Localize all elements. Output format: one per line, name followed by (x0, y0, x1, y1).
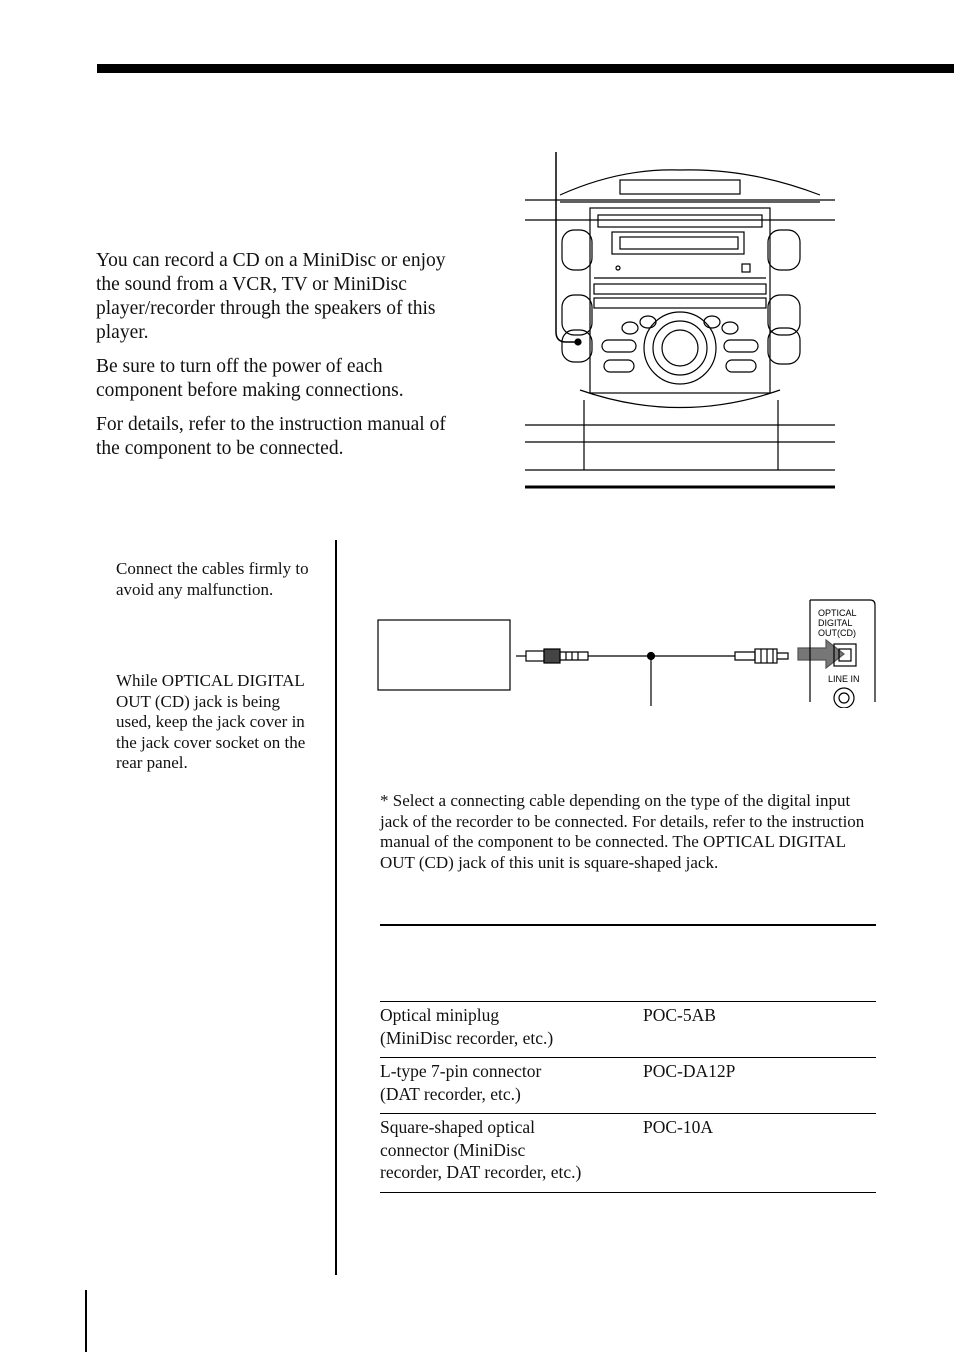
cell-line: Optical miniplug (380, 1005, 500, 1025)
cell-line: L-type 7-pin connector (380, 1061, 542, 1081)
connector-type-cell (380, 1058, 643, 1114)
connector-type-cell (380, 1002, 643, 1058)
side-note: Connect the cables firmly to avoid any malfunction. (116, 559, 309, 599)
table-row (380, 1114, 876, 1193)
intro-paragraph: For details, refer to the instruction manual of the component to be connected. (96, 414, 446, 459)
cell-line: connector (MiniDisc (380, 1139, 526, 1160)
table-row (380, 1002, 876, 1058)
jack-label-line: OUT(CD) (818, 628, 856, 638)
jack-label-line: OPTICAL (818, 608, 857, 618)
jack-label-line: DIGITAL (818, 618, 853, 628)
cell-line: Square-shaped optical (380, 1117, 536, 1137)
intro-paragraph: You can record a CD on a MiniDisc or enjoy the sound from a VCR, TV or MiniDisc player/recorder through the speakers of this player. (96, 250, 446, 343)
side-note: While OPTICAL DIGITAL OUT (CD) jack is being used, keep the jack cover in the jack cover socket on the rear panel. (116, 671, 306, 772)
table-row (380, 1058, 876, 1114)
cable-table (380, 1001, 876, 1193)
connector-type-cell (380, 1114, 643, 1193)
recorder-box (378, 620, 510, 690)
section-rule (380, 924, 876, 926)
cell-line: (DAT recorder, etc.) (380, 1083, 521, 1104)
cable-model-cell: POC-DA12P (643, 1061, 736, 1081)
intro-text (96, 249, 466, 471)
top-rule (97, 64, 954, 73)
connection-diagram (370, 590, 890, 708)
intro-paragraph: Be sure to turn off the power of each component before making connections. (96, 356, 404, 401)
footnote-mark: * (380, 791, 393, 810)
cell-line: (MiniDisc recorder, etc.) (380, 1027, 554, 1048)
cable-model-cell: POC-5AB (643, 1005, 716, 1025)
cable-model-cell: POC-10A (643, 1117, 714, 1137)
column-divider (335, 540, 337, 1275)
footnote (380, 791, 875, 873)
line-in-label: LINE IN (828, 674, 860, 684)
page-margin-bar (85, 1290, 87, 1352)
footnote-text: Select a connecting cable depending on the type of the digital input jack of the recorder to be connected. For details, refer to the instruction manual of the component to be connected. The OPTICAL DIGITAL OUT (CD) jack of this unit is square-shaped jack. (380, 791, 865, 872)
player-illustration (520, 150, 840, 495)
cell-line: recorder, DAT recorder, etc.) (380, 1162, 582, 1182)
